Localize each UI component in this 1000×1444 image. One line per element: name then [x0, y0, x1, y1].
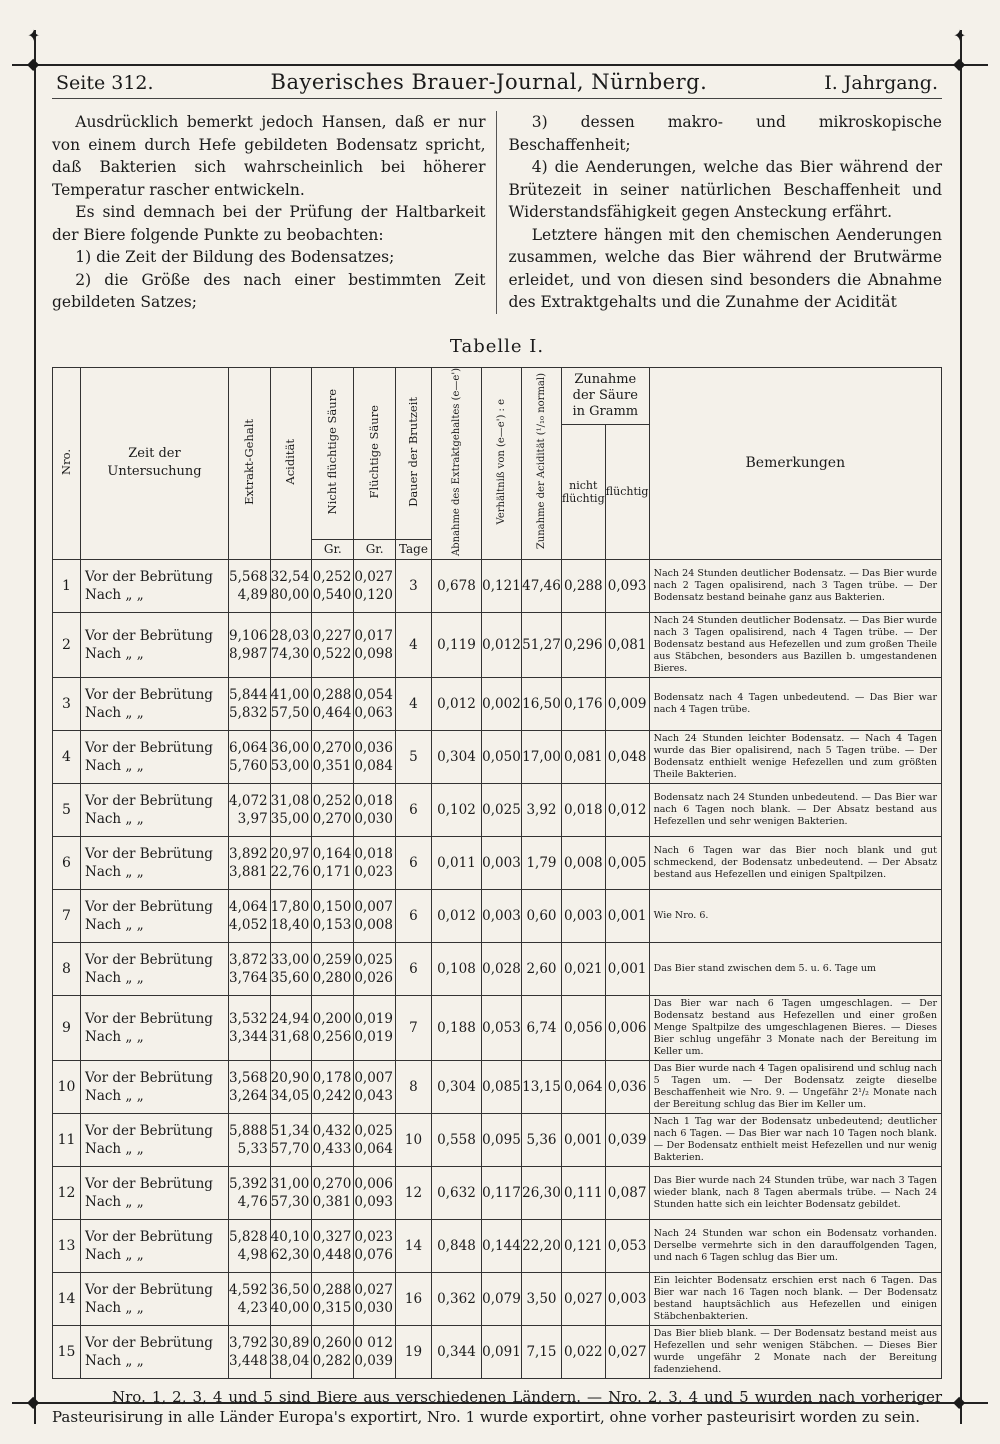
cell-fluechtige: 0,019 0,019	[354, 995, 396, 1060]
cell-zunahme: 5,36	[521, 1113, 561, 1166]
cell-aciditaet: 51,34 57,70	[270, 1113, 312, 1166]
cell-bemerkungen: Ein leichter Bodensatz erschien erst nach 6 Tagen. Das Bier war nach 16 Tagen noch blank. — Der Bodensatz bestand hauptsächlich aus Hefezellen und einigen Stäbchenbakterien.	[649, 1272, 941, 1325]
cell-zeit: Vor der Bebrütung Nach „ „	[81, 1060, 229, 1113]
cell-zeit: Vor der Bebrütung Nach „ „	[81, 1113, 229, 1166]
cell-zunahme-nicht-fluechtig: 0,176	[561, 677, 605, 730]
table-row	[53, 1113, 942, 1166]
cell-zunahme: 3,50	[521, 1272, 561, 1325]
cell-extrakt: 4,072 3,97	[229, 783, 271, 836]
table-row	[53, 1325, 942, 1378]
cell-zeit: Vor der Bebrütung Nach „ „	[81, 942, 229, 995]
cell-zeit: Vor der Bebrütung Nach „ „	[81, 1166, 229, 1219]
cell-dauer: 5	[395, 730, 431, 783]
cell-verhaeltnis: 0,053	[481, 995, 521, 1060]
cell-nr: 11	[53, 1113, 81, 1166]
cell-nr: 12	[53, 1166, 81, 1219]
cell-fluechtige: 0,023 0,076	[354, 1219, 396, 1272]
cell-nr: 8	[53, 942, 81, 995]
cell-nr: 14	[53, 1272, 81, 1325]
cell-fluechtige: 0,027 0,120	[354, 559, 396, 612]
cell-dauer: 6	[395, 942, 431, 995]
frame-right-rule	[960, 30, 962, 1424]
col-header-abnahme: Abnahme des Extraktgehaltes (e—e')	[431, 367, 481, 559]
paragraph: Ausdrücklich bemerkt jedoch Hansen, daß er nur von einem durch Hefe gebildeten Bodensatz spricht, daß Bakterien sich wahrscheinlich bei höherer Temperatur rascher entwickeln.	[52, 113, 486, 199]
cell-zunahme-fluechtig: 0,001	[605, 889, 649, 942]
cell-zunahme-fluechtig: 0,039	[605, 1113, 649, 1166]
cell-zunahme-nicht-fluechtig: 0,018	[561, 783, 605, 836]
cell-zunahme: 6,74	[521, 995, 561, 1060]
cell-verhaeltnis: 0,085	[481, 1060, 521, 1113]
frame-left-rule	[34, 30, 36, 1424]
cell-verhaeltnis: 0,079	[481, 1272, 521, 1325]
cell-dauer: 14	[395, 1219, 431, 1272]
cell-aciditaet: 36,50 40,00	[270, 1272, 312, 1325]
col-header-extrakt: Extrakt-Gehalt	[229, 367, 271, 559]
col-header-verhaeltnis: Verhältniß von (e—e') : e	[481, 367, 521, 559]
cell-zunahme-fluechtig: 0,053	[605, 1219, 649, 1272]
frame-top-rule	[12, 64, 988, 66]
cell-nr: 10	[53, 1060, 81, 1113]
cell-zeit: Vor der Bebrütung Nach „ „	[81, 1219, 229, 1272]
cell-nicht-fluechtige: 0,288 0,464	[312, 677, 354, 730]
journal-title: Bayerisches Brauer-Journal, Nürnberg.	[270, 70, 708, 94]
col-header-bemerkungen: Bemerkungen	[649, 367, 941, 559]
cell-bemerkungen: Nach 1 Tag war der Bodensatz unbedeutend; deutlicher nach 6 Tagen. — Das Bier war nach 10 Tagen noch blank. — Der Bodensatz enthielt meist Hefezellen und nur wenig Bakterien.	[649, 1113, 941, 1166]
cell-zunahme-nicht-fluechtig: 0,111	[561, 1166, 605, 1219]
cell-nicht-fluechtige: 0,150 0,153	[312, 889, 354, 942]
cell-fluechtige: 0,007 0,008	[354, 889, 396, 942]
cell-zunahme: 3,92	[521, 783, 561, 836]
col-header-zunahme: Zunahme der Acidität (¹/₁₀ normal)	[521, 367, 561, 559]
cell-dauer: 6	[395, 783, 431, 836]
cell-aciditaet: 28,03 74,30	[270, 612, 312, 677]
cell-nr: 6	[53, 836, 81, 889]
cell-nr: 5	[53, 783, 81, 836]
cell-zunahme: 2,60	[521, 942, 561, 995]
cell-extrakt: 5,568 4,89	[229, 559, 271, 612]
cell-nicht-fluechtige: 0,252 0,540	[312, 559, 354, 612]
cell-zeit: Vor der Bebrütung Nach „ „	[81, 783, 229, 836]
cell-bemerkungen: Nach 6 Tagen war das Bier noch blank und gut schmeckend, der Bodensatz unbedeutend. — Der Absatz bestand aus Hefezellen und einigen Spaltpilzen.	[649, 836, 941, 889]
cell-bemerkungen: Nach 24 Stunden deutlicher Bodensatz. — Das Bier wurde nach 3 Tagen opalisirend, nach 4 Tagen trübe. — Der Bodensatz bestand aus Hefezellen und zum großen Theile aus Stäbchen, besonders aus Bazillen b. umgestandenen Bieres.	[649, 612, 941, 677]
cell-zunahme-nicht-fluechtig: 0,022	[561, 1325, 605, 1378]
cell-bemerkungen: Nach 24 Stunden deutlicher Bodensatz. — Das Bier wurde nach 2 Tagen opalisirend, nach 3 Tagen trübe. — Der Bodensatz bestand beinahe ganz aus Bakterien.	[649, 559, 941, 612]
cell-verhaeltnis: 0,095	[481, 1113, 521, 1166]
cell-zunahme-nicht-fluechtig: 0,296	[561, 612, 605, 677]
cell-nr: 1	[53, 559, 81, 612]
cell-aciditaet: 20,97 22,76	[270, 836, 312, 889]
cell-abnahme: 0,678	[431, 559, 481, 612]
table-row	[53, 889, 942, 942]
page-header	[52, 70, 942, 99]
page-number: Seite 312.	[56, 72, 154, 94]
cell-dauer: 16	[395, 1272, 431, 1325]
col-header-dauer: Dauer der Brutzeit	[395, 367, 431, 539]
cell-zunahme-fluechtig: 0,009	[605, 677, 649, 730]
cell-fluechtige: 0 012 0,039	[354, 1325, 396, 1378]
cell-nicht-fluechtige: 0,252 0,270	[312, 783, 354, 836]
cell-bemerkungen: Wie Nro. 6.	[649, 889, 941, 942]
cell-aciditaet: 17,80 18,40	[270, 889, 312, 942]
cell-bemerkungen: Das Bier blieb blank. — Der Bodensatz bestand meist aus Hefezellen und sehr wenigen Stäbchen. — Dieses Bier wurde ungefähr 2 Monate nach der Bereitung fadenziehend.	[649, 1325, 941, 1378]
cell-verhaeltnis: 0,028	[481, 942, 521, 995]
cell-zunahme: 47,46	[521, 559, 561, 612]
cell-nicht-fluechtige: 0,260 0,282	[312, 1325, 354, 1378]
cell-verhaeltnis: 0,144	[481, 1219, 521, 1272]
cell-zunahme-fluechtig: 0,003	[605, 1272, 649, 1325]
cell-aciditaet: 31,00 57,30	[270, 1166, 312, 1219]
cell-fluechtige: 0,025 0,026	[354, 942, 396, 995]
cell-zunahme-fluechtig: 0,093	[605, 559, 649, 612]
cell-abnahme: 0,012	[431, 677, 481, 730]
cell-bemerkungen: Nach 24 Stunden war schon ein Bodensatz vorhanden. Derselbe vermehrte sich in den darauffolgenden Tagen, und nach 6 Tagen schlug das Bier um.	[649, 1219, 941, 1272]
cell-verhaeltnis: 0,002	[481, 677, 521, 730]
cell-extrakt: 3,568 3,264	[229, 1060, 271, 1113]
intro-left-column	[52, 111, 497, 314]
cell-nr: 3	[53, 677, 81, 730]
cell-aciditaet: 20,90 34,05	[270, 1060, 312, 1113]
cell-abnahme: 0,362	[431, 1272, 481, 1325]
cell-fluechtige: 0,017 0,098	[354, 612, 396, 677]
ornament-icon: ◆	[27, 54, 40, 73]
cell-aciditaet: 32,54 80,00	[270, 559, 312, 612]
col-header-zeit: Zeit der Untersuchung	[81, 367, 229, 559]
cell-zunahme-fluechtig: 0,081	[605, 612, 649, 677]
cell-verhaeltnis: 0,012	[481, 612, 521, 677]
col-header-zunahme-saeure: Zunahme der Säure in Gramm	[561, 367, 649, 424]
cell-fluechtige: 0,025 0,064	[354, 1113, 396, 1166]
cell-nicht-fluechtige: 0,432 0,433	[312, 1113, 354, 1166]
unit-gr: Gr.	[354, 539, 396, 559]
cell-abnahme: 0,344	[431, 1325, 481, 1378]
table-row	[53, 559, 942, 612]
table-row	[53, 783, 942, 836]
intro-text	[52, 111, 942, 314]
cell-bemerkungen: Das Bier stand zwischen dem 5. u. 6. Tage um	[649, 942, 941, 995]
cell-dauer: 4	[395, 612, 431, 677]
cell-extrakt: 3,892 3,881	[229, 836, 271, 889]
table-row	[53, 1166, 942, 1219]
cell-zunahme-nicht-fluechtig: 0,001	[561, 1113, 605, 1166]
cell-abnahme: 0,304	[431, 730, 481, 783]
cell-nicht-fluechtige: 0,164 0,171	[312, 836, 354, 889]
paragraph: Letztere hängen mit den chemischen Aenderungen zusammen, welche das Bier während der Brutwärme erleidet, und von diesen sind besonders die Abnahme des Extraktgehalts und die Zunahme der Acidität	[508, 225, 942, 311]
paragraph: 4) die Aenderungen, welche das Bier während der Brütezeit in seiner natürlichen Beschaffenheit und Widerstandsfähigkeit gegen Ansteckung erfährt.	[508, 158, 942, 221]
cell-zeit: Vor der Bebrütung Nach „ „	[81, 995, 229, 1060]
cell-fluechtige: 0,018 0,030	[354, 783, 396, 836]
cell-aciditaet: 40,10 62,30	[270, 1219, 312, 1272]
cell-verhaeltnis: 0,003	[481, 836, 521, 889]
cell-verhaeltnis: 0,121	[481, 559, 521, 612]
col-header-fluechtig: flüchtig	[605, 424, 649, 559]
paragraph: 1) die Zeit der Bildung des Bodensatzes;	[75, 248, 395, 266]
cell-zunahme: 22,20	[521, 1219, 561, 1272]
col-header-aciditaet: Acidität	[270, 367, 312, 559]
cell-abnahme: 0,188	[431, 995, 481, 1060]
cell-zunahme-fluechtig: 0,012	[605, 783, 649, 836]
cell-nr: 15	[53, 1325, 81, 1378]
cell-extrakt: 3,792 3,448	[229, 1325, 271, 1378]
cell-abnahme: 0,102	[431, 783, 481, 836]
cell-zeit: Vor der Bebrütung Nach „ „	[81, 1325, 229, 1378]
cell-abnahme: 0,304	[431, 1060, 481, 1113]
cell-zunahme-nicht-fluechtig: 0,081	[561, 730, 605, 783]
cell-dauer: 7	[395, 995, 431, 1060]
cell-bemerkungen: Bodensatz nach 4 Tagen unbedeutend. — Das Bier war nach 4 Tagen trübe.	[649, 677, 941, 730]
cell-extrakt: 5,392 4,76	[229, 1166, 271, 1219]
cell-extrakt: 6,064 5,760	[229, 730, 271, 783]
cell-nr: 4	[53, 730, 81, 783]
cell-extrakt: 5,888 5,33	[229, 1113, 271, 1166]
cell-aciditaet: 31,08 35,00	[270, 783, 312, 836]
cell-dauer: 6	[395, 889, 431, 942]
cell-zunahme-fluechtig: 0,036	[605, 1060, 649, 1113]
cell-zunahme: 1,79	[521, 836, 561, 889]
cell-dauer: 12	[395, 1166, 431, 1219]
cell-bemerkungen: Nach 24 Stunden leichter Bodensatz. — Nach 4 Tagen wurde das Bier opalisirend, nach 5 Tagen trübe. — Der Bodensatz enthielt wenige Hefezellen und zum größten Theile Bakterien.	[649, 730, 941, 783]
cell-fluechtige: 0,006 0,093	[354, 1166, 396, 1219]
cell-zeit: Vor der Bebrütung Nach „ „	[81, 730, 229, 783]
cell-zunahme-nicht-fluechtig: 0,288	[561, 559, 605, 612]
cell-zunahme: 17,00	[521, 730, 561, 783]
cell-zeit: Vor der Bebrütung Nach „ „	[81, 1272, 229, 1325]
cell-zunahme-nicht-fluechtig: 0,056	[561, 995, 605, 1060]
cell-bemerkungen: Das Bier wurde nach 24 Stunden trübe, war nach 3 Tagen wieder blank, nach 8 Tagen abermals trübe. — Nach 24 Stunden hatte sich ein leichter Bodensatz gebildet.	[649, 1166, 941, 1219]
cell-extrakt: 9,106 8,987	[229, 612, 271, 677]
cell-zunahme-fluechtig: 0,048	[605, 730, 649, 783]
cell-nicht-fluechtige: 0,227 0,522	[312, 612, 354, 677]
table-row	[53, 836, 942, 889]
cell-zeit: Vor der Bebrütung Nach „ „	[81, 889, 229, 942]
cell-nicht-fluechtige: 0,327 0,448	[312, 1219, 354, 1272]
table-row	[53, 677, 942, 730]
cell-dauer: 10	[395, 1113, 431, 1166]
cell-dauer: 3	[395, 559, 431, 612]
cell-nicht-fluechtige: 0,259 0,280	[312, 942, 354, 995]
cell-bemerkungen: Das Bier war nach 6 Tagen umgeschlagen. — Der Bodensatz bestand aus Hefezellen und einer großen Menge Spaltpilze des umgeschlagenen Bieres. — Dieses Bier schlug ungefähr 3 Monate nach der Bereitung im Keller um.	[649, 995, 941, 1060]
cell-bemerkungen: Das Bier wurde nach 4 Tagen opalisirend und schlug nach 5 Tagen um. — Der Bodensatz zeigte dieselbe Beschaffenheit wie Nro. 9. — Ungefähr 2¹/₂ Monate nach der Bereitung schlug das Bier im Keller um.	[649, 1060, 941, 1113]
cell-zunahme-nicht-fluechtig: 0,064	[561, 1060, 605, 1113]
cell-nr: 2	[53, 612, 81, 677]
cell-nicht-fluechtige: 0,178 0,242	[312, 1060, 354, 1113]
cell-dauer: 4	[395, 677, 431, 730]
col-header-nicht-fluechtige: Nicht flüchtige Säure	[312, 367, 354, 539]
cell-abnahme: 0,848	[431, 1219, 481, 1272]
cell-zunahme-fluechtig: 0,001	[605, 942, 649, 995]
cell-abnahme: 0,632	[431, 1166, 481, 1219]
cell-zeit: Vor der Bebrütung Nach „ „	[81, 612, 229, 677]
cell-nicht-fluechtige: 0,200 0,256	[312, 995, 354, 1060]
cell-bemerkungen: Bodensatz nach 24 Stunden unbedeutend. — Das Bier war nach 6 Tagen noch blank. — Der Absatz bestand aus Hefezellen und sehr wenigen Bakterien.	[649, 783, 941, 836]
cell-nicht-fluechtige: 0,288 0,315	[312, 1272, 354, 1325]
cell-zeit: Vor der Bebrütung Nach „ „	[81, 677, 229, 730]
cell-nicht-fluechtige: 0,270 0,381	[312, 1166, 354, 1219]
volume-label: I. Jahrgang.	[824, 72, 938, 94]
cell-zunahme: 16,50	[521, 677, 561, 730]
data-table	[52, 367, 942, 1379]
table-row	[53, 942, 942, 995]
ornament-icon: ✦	[27, 26, 41, 45]
cell-abnahme: 0,108	[431, 942, 481, 995]
footer-note: Nro. 1, 2, 3, 4 und 5 sind Biere aus verschiedenen Ländern. — Nro. 2, 3, 4 und 5 wurden nach vorheriger Pasteurisirung in alle Länder Europa's exportirt, Nro. 1 wurde exportirt, ohne vorher pasteurisirt worden zu sein.	[52, 1387, 942, 1426]
cell-zeit: Vor der Bebrütung Nach „ „	[81, 836, 229, 889]
cell-extrakt: 4,592 4,23	[229, 1272, 271, 1325]
cell-extrakt: 3,872 3,764	[229, 942, 271, 995]
cell-zunahme: 7,15	[521, 1325, 561, 1378]
cell-fluechtige: 0,007 0,043	[354, 1060, 396, 1113]
cell-aciditaet: 36,00 53,00	[270, 730, 312, 783]
cell-zunahme-nicht-fluechtig: 0,003	[561, 889, 605, 942]
cell-zunahme: 26,30	[521, 1166, 561, 1219]
unit-gr: Gr.	[312, 539, 354, 559]
cell-verhaeltnis: 0,091	[481, 1325, 521, 1378]
cell-nr: 13	[53, 1219, 81, 1272]
paragraph: Es sind demnach bei der Prüfung der Haltbarkeit der Biere folgende Punkte zu beobachten:	[52, 203, 486, 244]
cell-extrakt: 5,844 5,832	[229, 677, 271, 730]
ornament-icon: ◆	[953, 1392, 966, 1411]
page	[52, 70, 942, 1427]
cell-zunahme-fluechtig: 0,005	[605, 836, 649, 889]
cell-zunahme: 0,60	[521, 889, 561, 942]
cell-verhaeltnis: 0,025	[481, 783, 521, 836]
table-row	[53, 1219, 942, 1272]
cell-abnahme: 0,011	[431, 836, 481, 889]
table-row	[53, 1272, 942, 1325]
cell-dauer: 6	[395, 836, 431, 889]
cell-zeit: Vor der Bebrütung Nach „ „	[81, 559, 229, 612]
cell-fluechtige: 0,027 0,030	[354, 1272, 396, 1325]
cell-zunahme-nicht-fluechtig: 0,121	[561, 1219, 605, 1272]
cell-extrakt: 4,064 4,052	[229, 889, 271, 942]
ornament-icon: ✦	[953, 26, 967, 45]
cell-fluechtige: 0,036 0,084	[354, 730, 396, 783]
cell-nr: 9	[53, 995, 81, 1060]
cell-abnahme: 0,558	[431, 1113, 481, 1166]
table-title: Tabelle I.	[449, 335, 545, 357]
ornament-icon: ◆	[953, 54, 966, 73]
paragraph: 3) dessen makro- und mikroskopische Beschaffenheit;	[508, 113, 942, 154]
cell-abnahme: 0,012	[431, 889, 481, 942]
cell-extrakt: 3,532 3,344	[229, 995, 271, 1060]
cell-verhaeltnis: 0,003	[481, 889, 521, 942]
cell-nicht-fluechtige: 0,270 0,351	[312, 730, 354, 783]
paragraph: 2) die Größe des nach einer bestimmten Zeit gebildeten Satzes;	[52, 270, 486, 311]
col-header-fluechtige: Flüchtige Säure	[354, 367, 396, 539]
cell-zunahme: 51,27	[521, 612, 561, 677]
ornament-icon: ◆	[27, 1392, 40, 1411]
table-row	[53, 995, 942, 1060]
cell-dauer: 8	[395, 1060, 431, 1113]
cell-aciditaet: 30,89 38,04	[270, 1325, 312, 1378]
cell-aciditaet: 24,94 31,68	[270, 995, 312, 1060]
unit-tage: Tage	[395, 539, 431, 559]
cell-verhaeltnis: 0,050	[481, 730, 521, 783]
cell-zunahme-fluechtig: 0,087	[605, 1166, 649, 1219]
cell-zunahme-fluechtig: 0,027	[605, 1325, 649, 1378]
cell-aciditaet: 41,00 57,50	[270, 677, 312, 730]
table-row	[53, 612, 942, 677]
intro-right-column	[497, 111, 943, 314]
cell-aciditaet: 33,00 35,60	[270, 942, 312, 995]
cell-verhaeltnis: 0,117	[481, 1166, 521, 1219]
cell-zunahme-fluechtig: 0,006	[605, 995, 649, 1060]
cell-zunahme-nicht-fluechtig: 0,027	[561, 1272, 605, 1325]
cell-nr: 7	[53, 889, 81, 942]
cell-zunahme-nicht-fluechtig: 0,008	[561, 836, 605, 889]
table-row	[53, 1060, 942, 1113]
col-header-nicht-fluechtig: nicht flüchtig	[561, 424, 605, 559]
cell-zunahme: 13,15	[521, 1060, 561, 1113]
cell-fluechtige: 0,054 0,063	[354, 677, 396, 730]
cell-abnahme: 0,119	[431, 612, 481, 677]
cell-fluechtige: 0,018 0,023	[354, 836, 396, 889]
cell-zunahme-nicht-fluechtig: 0,021	[561, 942, 605, 995]
cell-extrakt: 5,828 4,98	[229, 1219, 271, 1272]
table-row	[53, 730, 942, 783]
col-header-nr: Nro.	[53, 367, 81, 559]
cell-dauer: 19	[395, 1325, 431, 1378]
